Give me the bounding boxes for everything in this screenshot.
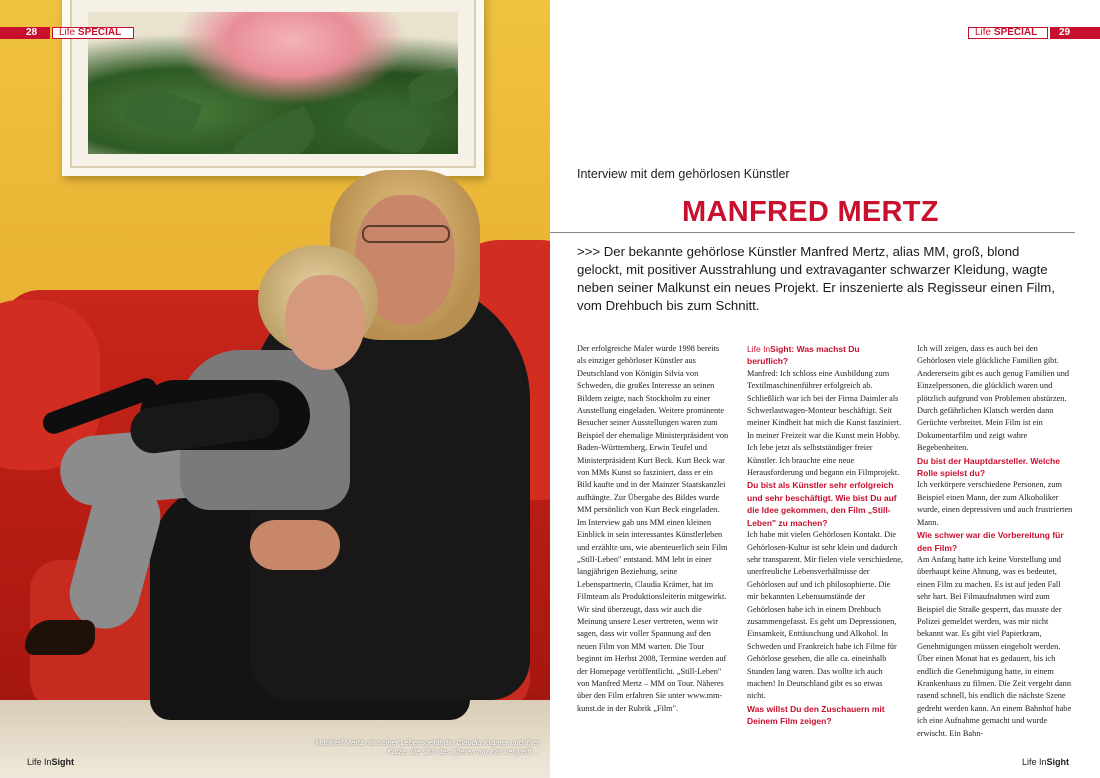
woman-shoe	[25, 620, 95, 655]
page-number-left: 28	[0, 27, 50, 39]
brand-suffix: Sight:	[770, 344, 795, 354]
rose-painting-image	[88, 12, 458, 154]
article-lead: >>> Der bekannte gehörlose Künstler Manfred Mertz, alias MM, groß, blond gelockt, mit positiver Ausstrahlung und extravaganter schwarzer Kleidung, wagte neben seiner Malkunst ein neues Projekt. Er inszenierte als Regisseur einen Film, vom Drehbuch bis zum Schnitt.	[577, 244, 1055, 313]
footer-logo-prefix: Life In	[27, 757, 52, 767]
headline-divider	[550, 232, 1075, 233]
interview-question	[747, 343, 903, 368]
photo-caption: Manfred Mertz mit seiner Lebensgefährtin Claudia Krämer und ihrer Katze, die sich des öfteren am Fax vergreift ...	[315, 738, 540, 756]
section-tag-suffix: SPECIAL	[993, 27, 1038, 38]
section-tag-suffix: SPECIAL	[77, 27, 122, 38]
article-column-1	[577, 343, 729, 715]
interview-answer: Manfred: Ich schloss eine Ausbildung zum Textilmaschinenführer erfolgreich ab. Schließlich war ich bei der Firma Daimler als Schwerlastwagen-Monteur beschäftigt. Seit meiner Kindheit hat mich die Kunst fasziniert. In meiner Freizeit war die Kunst mein Hobby. Ich lebe jetzt als selbstständiger freier Künstler. Ich brauchte eine neue Herausforderung und begann ein Filmprojekt.	[747, 368, 902, 478]
man-glasses	[362, 225, 450, 243]
interview-answer: Ich will zeigen, dass es auch bei den Gehörlosen viele glückliche Familien gibt. Andererseits gibt es auch genug Familien und Einzelpersonen, die glücklich waren und plötzlich aufgrund von Problemen abstürzen. Durch gefährlichen Klatsch werden dann Gerüchte verbreitet. Mein Film ist ein Dokumentarfilm und zeigt wahre Begebenheiten.	[917, 344, 1070, 453]
footer-logo-suffix: Sight	[1046, 757, 1070, 767]
interview-answer: Ich habe mit vielen Gehörlosen Kontakt. Die Gehörlosen-Kultur ist sehr klein und dadurch sehr transparent. Mir fielen viele verschiedene, unerfreuliche Lebensverhältnisse der Gehörlosen auf und ich philosophierte. Die mir bekannten Lebensumstände der Gehörlosen habe ich in einem Drehbuch zusammengefasst. Es geht um Depressionen, Einsamkeit, Enttäuschung und Alkohol. In Schweden und Frankreich habe ich Filme für Gehörlose gesehen, die alle ca. eineinhalb Stunden lang waren. Das wollte ich auch machen! In Deutschland gibt es so etwas nicht.	[747, 530, 903, 701]
footer-logo-suffix: Sight	[51, 757, 75, 767]
footer-logo-left	[27, 757, 74, 767]
woman-face	[285, 275, 365, 370]
section-tag-right	[968, 27, 1048, 39]
brand-prefix: Life In	[747, 344, 771, 354]
paragraph: Der erfolgreiche Maler wurde 1998 bereits als einziger gehörloser Künstler aus Deutschland von Königin Silvia von Schweden, die großes Interesse an seinen Bildern zeigte, nach Stockholm zu einer Ausstellung eingeladen. Weitere prominente Besucher seiner Ausstellungen waren zum Beispiel der ehemalige Ministerpräsident von Baden-Württemberg, Erwin Teufel und Ministerpräsident Kurt Beck. Kurt Beck war von MMs Kunst so fasziniert, dass er ein Bild kaufte und in der Mainzer Staatskanzlei aufhängte. Zur Übergabe des Bildes wurde MM persönlich von Kurt Beck eingeladen.	[577, 344, 729, 515]
question-text: Was machst Du beruflich?	[747, 344, 860, 367]
interview-question: Wie schwer war die Vorbereitung für den Film?	[917, 530, 1064, 553]
section-tag-prefix: Life	[975, 27, 992, 38]
interview-question: Was willst Du den Zuschauern mit Deinem Film zeigen?	[747, 703, 885, 727]
man-hand	[250, 520, 340, 570]
page-number-right: 29	[1050, 27, 1100, 39]
footer-logo-right	[1022, 757, 1069, 767]
article-kicker: Interview mit dem gehörlosen Künstler	[577, 167, 790, 181]
interview-question: Du bist als Künstler sehr erfolgreich und sehr beschäftigt. Wie bist Du auf die Idee gekommen, den Film „Still-Leben" zu machen?	[747, 480, 897, 528]
interview-answer: Ich verkörpere verschiedene Personen, zum Beispiel einen Mann, der zum Alkoholiker wurde, einen depressiven und auch frustrierten Mann.	[917, 480, 1073, 527]
article-column-2	[747, 343, 903, 728]
interview-question: Du bist der Hauptdarsteller. Welche Rolle spielst du?	[917, 455, 1060, 479]
paragraph: Im Interview gab uns MM einen kleinen Einblick in sein interessantes Künstlerleben und erzählte uns, wie abenteuerlich sein Film „Still-Leben" entstand. MM lebt in einer langjährigen Beziehung, seine Lebenspartnerin, Claudia Krämer, hat im Filmteam als Produktionsleiterin mitgewirkt.	[577, 517, 728, 602]
section-tag-prefix: Life	[59, 27, 76, 38]
article-headline: MANFRED MERTZ	[682, 196, 939, 228]
footer-logo-prefix: Life In	[1022, 757, 1047, 767]
interview-answer: Am Anfang hatte ich keine Vorstellung und überhaupt keine Ahnung, was es bedeutet, einen Film zu machen. Es ist auf jeden Fall sehr hart. Bei Filmaufnahmen wird zum Beispiel die Straße gesperrt, das musste der Polizei gemeldet werden, was mir nicht bekannt war. Es gibt viel Papierkram, Genehmigungen müssen eingeholt werden. Über einen Monat hat es gedauert, bis ich endlich die Genehmigung hatte, in einem Krankenhaus zu filmen. Die Zeit vergeht dann rasend schnell, bis endlich die nächste Szene gedreht werden kann. An einem Bahnhof habe ich eine Aufnahme gemacht und wurde erwischt. Ein Bahn-	[917, 554, 1072, 738]
section-tag-left	[52, 27, 134, 39]
article-column-3	[917, 343, 1075, 740]
paragraph: Wir sind überzeugt, dass wir auch die Meinung unsere Leser vertreten, wenn wir sagen, dass wir voller Spannung auf den neuen Film von MM warten. Die Tour beginnt im Herbst 2008, Termine werden auf der Homepage veröffentlicht. „Still-Leben" von Manfred Mertz – MM on Tour. Näheres über den Film erfahren Sie unter www.mm-kunst.de in der Rubrik „Film".	[577, 604, 727, 713]
